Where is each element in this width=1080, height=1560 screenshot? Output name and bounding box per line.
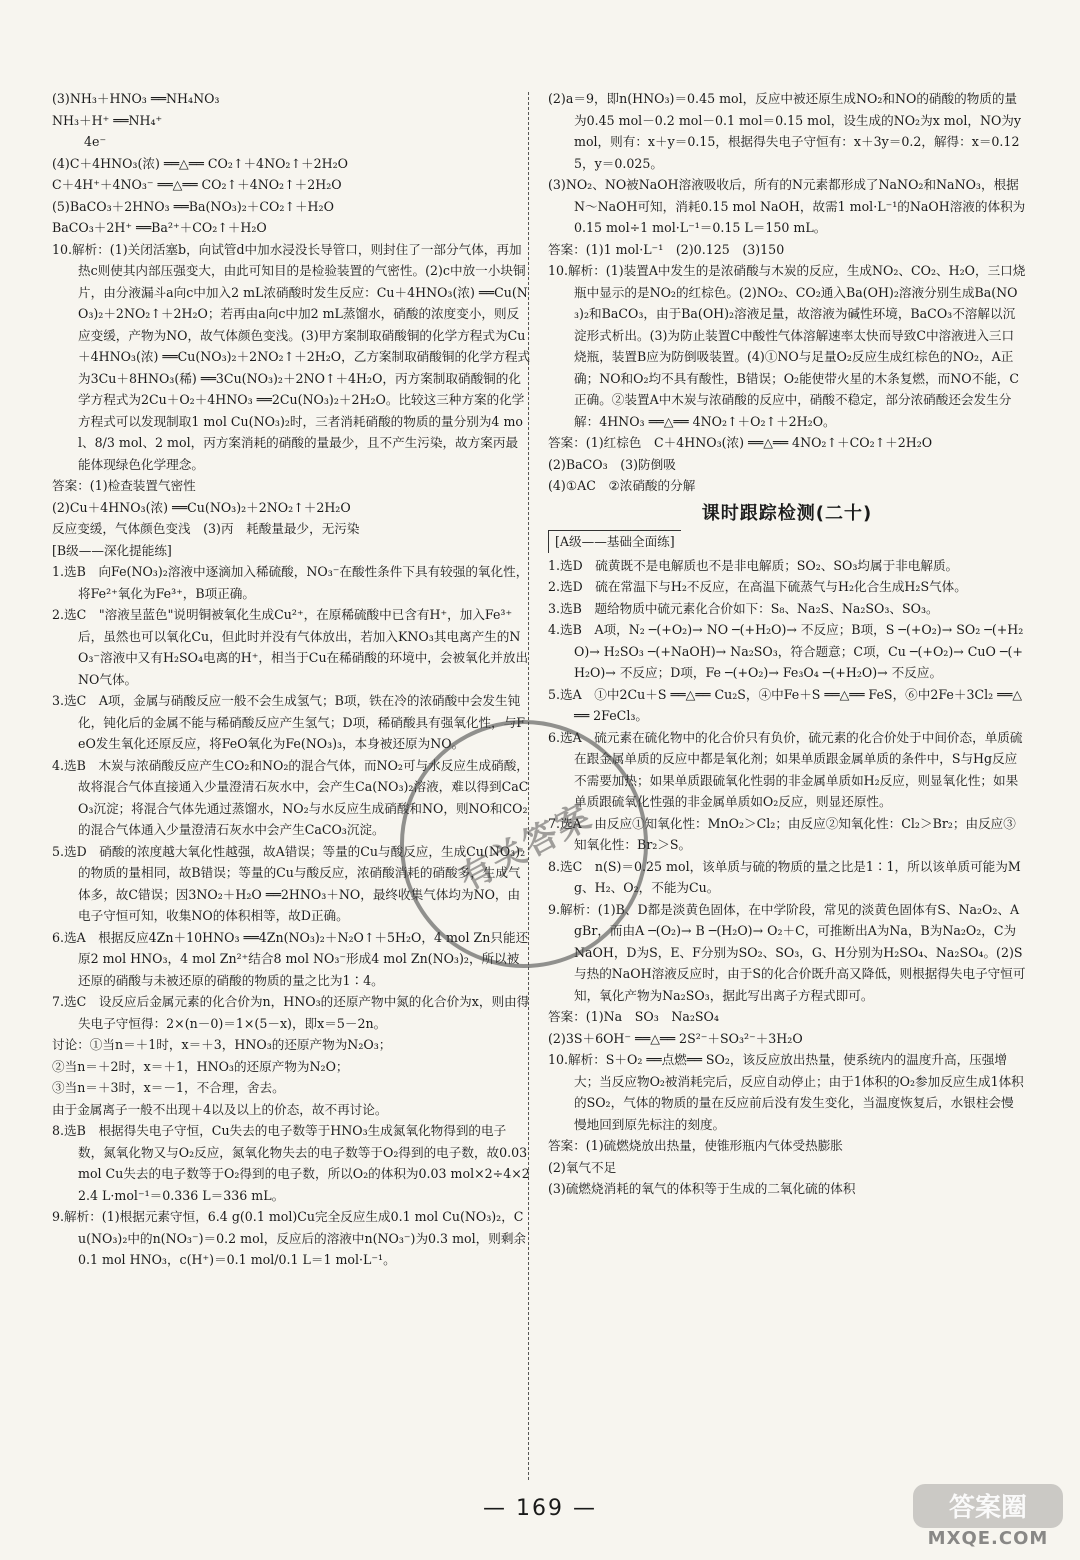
text-line: 8.选B 根据得失电子守恒，Cu失去的电子数等于HNO₃生成氮氧化物得到的电子数，氮氧化物又与O₂反应，氮氧化物失去的电子数等于O₂得到的电子数，故0.03 mol Cu失去的电子数等于O₂得到的电子数，所以O₂的体积为0.03 mol×2÷4×22.4 L·mol⁻¹＝0.336 L＝336 mL。 <box>52 1123 532 1203</box>
text-line: 8.选C n(S)＝0.25 mol，该单质与硫的物质的量之比是1∶1，所以该单质可能为Mg、H₂、O₂，不能为Cu。 <box>548 858 1021 895</box>
text-line: 2.选D 硫在常温下与H₂不反应，在高温下硫蒸气与H₂化合生成H₂S气体。 <box>548 579 967 594</box>
text-line: (4)C＋4HNO₃(浓) ══△══ CO₂↑＋4NO₂↑＋2H₂O <box>52 155 348 171</box>
text-line: C＋4H⁺＋4NO₃⁻ ══△══ CO₂↑＋4NO₂↑＋2H₂O <box>52 177 342 192</box>
text-line: 7.选A 由反应①知氧化性：MnO₂＞Cl₂；由反应②知氧化性：Cl₂＞Br₂；由反应③知氧化性：Br₂＞S。 <box>548 815 1016 852</box>
level-a-label: [A级——基础全面练] <box>548 530 681 553</box>
text-line: 答案：(1)1 mol·L⁻¹ (2)0.125 (3)150 <box>548 241 785 257</box>
text-line: (3)NO₂、NO被NaOH溶液吸收后，所有的N元素都形成了NaNO₂和NaNO₃，根据N～NaOH可知，消耗0.15 mol NaOH，故需1 mol·L⁻¹的NaOH溶液的体积为0.15 mol÷1 mol·L⁻¹＝0.15 L＝150 mL。 <box>548 177 1026 235</box>
text-line: 9.解析：(1)根据元素守恒，6.4 g(0.1 mol)Cu完全反应生成0.1 mol Cu(NO₃)₂，Cu(NO₃)₂中的n(NO₃⁻)＝0.2 mol，反应后的溶液中n(NO₃⁻)为0.3 mol，则剩余0.1 mol HNO₃，c(H⁺)＝0.1 mol/0.1 L＝1 mol·L⁻¹。 <box>52 1209 527 1267</box>
text-line: 10.解析：(1)关闭活塞b，向试管d中加水浸没长导管口，则封住了一部分气体，再加热c则使其内部压强变大，由此可知目的是检验装置的气密性。(2)c中放一小块铜片，由分液漏斗a向c中加入2 mL浓硝酸时发生反应：Cu＋4HNO₃(浓) ══Cu(NO₃)₂＋2NO₂↑＋2H₂O；若再由a向c中加2 mL蒸馏水，硝酸的浓度变小，则反应变缓，产物为NO，故气体颜色变浅。(3)甲方案制取硝酸铜的化学方程式为Cu＋4HNO₃(浓) ══Cu(NO₃)₂＋2NO₂↑＋2H₂O，乙方案制取硝酸铜的化学方程式为3Cu＋8HNO₃(稀) ══3Cu(NO₃)₂＋2NO↑＋4H₂O，丙方案制取硝酸铜的化学方程式为2Cu＋O₂＋4HNO₃ ══2Cu(NO₃)₂＋2H₂O。比较这三种方案的化学方程式可以发现制取1 mol Cu(NO₃)₂时，三者消耗硝酸的物质的量分别为4 mol、8/3 mol、2 mol，丙方案消耗的硝酸的量最少，且不产生污染，故方案丙最能体现绿色化学理念。 <box>52 241 531 472</box>
text-line: 3.选C A项，金属与硝酸反应一般不会生成氢气；B项，铁在冷的浓硝酸中会发生钝化，钝化后的金属不能与稀硝酸反应产生氢气；D项，稀硝酸具有强氧化性，与FeO发生氧化还原反应，将FeO氧化为Fe(NO₃)₃，本身被还原为NO。 <box>52 693 526 751</box>
text-line: 7.选C 设反应后金属元素的化合价为n，HNO₃的还原产物中氮的化合价为x，则由得失电子守恒得：2×(n－0)＝1×(5－x)，即x＝5－2n。 <box>52 994 530 1031</box>
text-line: [B级——深化提能练] <box>52 542 172 558</box>
text-line: (2)BaCO₃ (3)防倒吸 <box>548 456 676 472</box>
text-line: 答案：(1)硫燃烧放出热量，使锥形瓶内气体受热膨胀 <box>548 1138 843 1153</box>
text-line: NH₃＋H⁺ ══NH₄⁺ <box>52 112 163 128</box>
text-line: 5.选A ①中2Cu＋S ══△══ Cu₂S，④中Fe＋S ══△══ FeS，⑥中2Fe＋3Cl₂ ══△══ 2FeCl₃。 <box>548 686 1023 723</box>
text-line: 3.选B 题给物质中硫元素化合价如下：S₈、Na₂S、Na₂SO₃、SO₃。 <box>548 600 939 616</box>
section-title: 课时跟踪检测(二十) <box>701 502 873 524</box>
text-line: (2)a＝9，即n(HNO₃)＝0.45 mol，反应中被还原生成NO₂和NO的硝酸的物质的量为0.45 mol－0.2 mol－0.1 mol＝0.15 mol，设生成的NO₂为x mol，NO为y mol，则有：x＋y＝0.15，根据得失电子守恒有：x＋3y＝0.2，解得：x＝0.125，y＝0.025。 <box>548 91 1026 171</box>
site-logo <box>904 1478 1072 1554</box>
text-line: 1.选D 硫黄既不是电解质也不是非电解质；SO₂、SO₃均属于非电解质。 <box>548 557 959 573</box>
text-line: (2)3S＋6OH⁻ ══△══ 2S²⁻＋SO₃²⁻＋3H₂O <box>548 1030 803 1046</box>
logo-url: MXQE.COM <box>927 1527 1049 1549</box>
text-line: 6.选A 硫元素在硫化物中的化合价只有负价，硫元素的化合价处于中间价态，单质硫在跟金属单质的反应中都是氧化剂；如果单质跟金属单质的条件中，S与Hg反应不需要加热；如果单质跟硫氧化性弱的非金属单质如H₂反应，则显氧化性；如果单质跟硫氧化性强的非金属单质如O₂反应，则显还原性。 <box>548 729 1023 809</box>
text-line: (2)Cu＋4HNO₃(浓) ══Cu(NO₃)₂＋2NO₂↑＋2H₂O <box>52 499 351 515</box>
text-line: (3)硫燃烧消耗的氧气的体积等于生成的二氧化硫的体积 <box>548 1181 856 1196</box>
text-line: (5)BaCO₃＋2HNO₃ ══Ba(NO₃)₂＋CO₂↑＋H₂O <box>52 198 334 214</box>
page-number: — 169 — <box>483 1496 597 1521</box>
text-line: ②当n＝＋2时，x＝＋1，HNO₃的还原产物为N₂O； <box>52 1058 349 1074</box>
text-line: BaCO₃＋2H⁺ ══Ba²⁺＋CO₂↑＋H₂O <box>52 220 267 235</box>
text-line: 答案：(1)红棕色 C＋4HNO₃(浓) ══△══ 4NO₂↑＋CO₂↑＋2H₂O <box>548 435 933 450</box>
text-line: 答案：(1)Na SO₃ Na₂SO₄ <box>548 1009 719 1024</box>
text-line: 4.选B A项，N₂ ─(+O₂)→ NO ─(+H₂O)→ 不反应；B项，S ─(+O₂)→ SO₂ ─(+H₂O)→ H₂SO₃ ─(+NaOH)→ Na₂SO₃，符合题意；C项，Cu ─(+O₂)→ CuO ─(+H₂O)→ 不反应；D项，Fe ─(+O₂)→ Fe₃O₄ ─(+H₂O)→ 不反应。 <box>548 622 1024 680</box>
text-line: 6.选A 根据反应4Zn＋10HNO₃ ══4Zn(NO₃)₂＋N₂O↑＋5H₂O，4 mol Zn只能还原2 mol HNO₃，4 mol Zn²⁺结合8 mol NO₃⁻形成4 mol Zn(NO₃)₂，所以被还原的硝酸与未被还原的硝酸的物质的量之比为1∶4。 <box>52 929 529 988</box>
text-line: 4e⁻ <box>52 134 107 149</box>
text-line: 答案：(1)检查装置气密性 <box>52 478 196 493</box>
left-column <box>52 88 530 1271</box>
text-line: 反应变缓，气体颜色变浅 (3)丙 耗酸量最少，无污染 <box>52 521 360 536</box>
text-line: 4.选B 木炭与浓硝酸反应产生CO₂和NO₂的混合气体，而NO₂可与水反应生成硝酸，故将混合气体直接通入少量澄清石灰水中，会产生Ca(NO₃)₂溶液，难以得到CaCO₃沉淀；将混合气体先通过蒸馏水，NO₂与水反应生成硝酸和NO，则NO和CO₂的混合气体通入少量澄清石灰水中会产生CaCO₃沉淀。 <box>52 757 529 837</box>
text-line: 10.解析：S＋O₂ ══点燃══ SO₂，该反应放出热量，使系统内的温度升高，压强增大；当反应物O₂被消耗完后，反应自动停止；由于1体积的O₂参加反应生成1体积的SO₂，气体的物质的量在反应前后没有发生变化，当温度恢复后，水银柱会慢慢地回到原先标注的刻度。 <box>548 1052 1024 1132</box>
text-line: (2)氧气不足 <box>548 1159 617 1175</box>
text-line: 讨论：①当n＝＋1时，x＝＋3，HNO₃的还原产物为N₂O₃； <box>52 1037 392 1052</box>
text-line: (4)①AC ②浓硝酸的分解 <box>548 478 696 493</box>
text-line: (3)NH₃＋HNO₃ ══NH₄NO₃ <box>52 91 220 106</box>
right-column <box>548 88 1026 1200</box>
text-line: 1.选B 向Fe(NO₃)₂溶液中逐滴加入稀硫酸，NO₃⁻在酸性条件下具有较强的氧化性，将Fe²⁺氧化为Fe³⁺，B项正确。 <box>52 564 529 601</box>
text-line: 5.选D 硝酸的浓度越大氧化性越强，故A错误；等量的Cu与酸反应，生成Cu(NO₃)₂的物质的量相同，故B错误；等量的Cu与酸反应，浓硝酸消耗的硝酸多，生成气体多，故C错误；因3NO₂＋H₂O ══2HNO₃＋NO，最终收集气体均为NO，由电子守恒可知，收集NO的体积相等，故D正确。 <box>52 843 526 923</box>
text-line: 2.选C "溶液呈蓝色"说明铜被氧化生成Cu²⁺，在原稀硫酸中已含有H⁺，加入Fe³⁺后，虽然也可以氧化Cu，但此时并没有气体放出，若加入KNO₃其电离产生的NO₃⁻溶液中又有H₂SO₄电离的H⁺，相当于Cu在稀硝酸的环境中，会被氧化并放出NO气体。 <box>52 607 529 687</box>
text-line: 10.解析：(1)装置A中发生的是浓硝酸与木炭的反应，生成NO₂、CO₂、H₂O，三口烧瓶中显示的是NO₂的红棕色。(2)NO₂、CO₂通入Ba(OH)₂溶液分别生成Ba(NO₃)₂和BaCO₃，由于Ba(OH)₂溶液足量，故溶液为碱性环境，BaCO₃不溶解以沉淀形式析出。(3)为防止装置C中酸性气体溶解速率太快而导致C中溶液进入三口烧瓶，装置B应为防倒吸装置。(4)①NO与足量O₂反应生成红棕色的NO₂，A正确；NO和O₂均不具有酸性，B错误；O₂能使带火星的木条复燃，而NO不能，C正确。②装置A中木炭与浓硝酸的反应中，硝酸不稳定，部分浓硝酸还会发生分解：4HNO₃ ══△══ 4NO₂↑＋O₂↑＋2H₂O。 <box>548 263 1026 429</box>
text-line: 由于金属离子一般不出现＋4以及以上的价态，故不再讨论。 <box>52 1101 388 1117</box>
logo-mark: 答案圈 <box>913 1484 1063 1528</box>
watermark-stamp: 有关答案 <box>356 676 691 1011</box>
text-line: ③当n＝＋3时，x＝－1，不合理，舍去。 <box>52 1080 285 1095</box>
text-line: 9.解析：(1)B、D都是淡黄色固体，在中学阶段，常见的淡黄色固体有S、Na₂O₂、AgBr，而由A ─(O₂)→ B ─(H₂O)→ O₂＋C，可推断出A为Na，B为Na₂O₂，C为NaOH，D为S，E、F分别为SO₂、SO₃，G、H分别为H₂SO₄、Na₂SO₄。(2)S与热的NaOH溶液反应时，由于S的化合价既升高又降低，则根据得失电子守恒可知，氧化产物为Na₂SO₃，据此写出离子方程式即可。 <box>548 901 1026 1003</box>
